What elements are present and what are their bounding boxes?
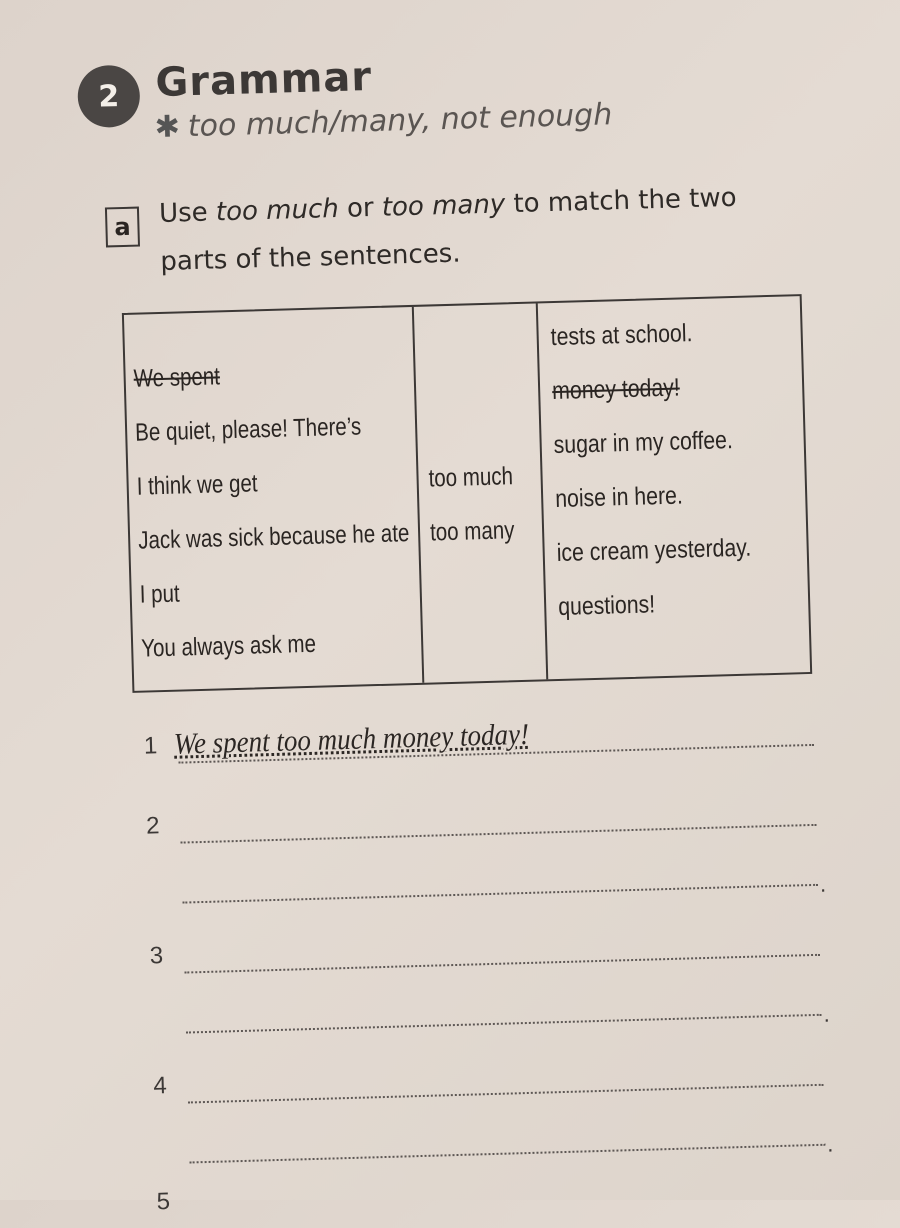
sentence-ending: noise in here.	[554, 481, 684, 514]
instruction-term: too many	[381, 189, 506, 223]
exercise-instruction	[158, 173, 760, 286]
sentence-start: Jack was sick because he ate	[137, 519, 410, 555]
answer-line[interactable]	[181, 824, 817, 844]
instruction-term: too much	[215, 193, 340, 228]
answer-number: 3	[149, 942, 164, 970]
table-column-sentence-starts	[124, 307, 422, 691]
section-subtitle	[154, 97, 612, 145]
sentence-start: We spent	[133, 362, 221, 393]
section-title: Grammar	[154, 53, 373, 107]
answer-continuation	[155, 1110, 834, 1169]
instruction-text: or	[338, 192, 383, 224]
answer-continuation	[147, 850, 827, 909]
answer-line[interactable]	[190, 1144, 826, 1164]
answer-lines	[143, 710, 834, 1216]
answer-line[interactable]	[184, 954, 820, 974]
sentence-ending: questions!	[557, 590, 656, 621]
sentence-ending: money today!	[551, 373, 681, 406]
sentence-ending: tests at school.	[550, 319, 693, 352]
line-end-dot: .	[826, 1131, 834, 1157]
table-column-quantifiers	[412, 303, 546, 682]
star-icon: ✱	[154, 109, 181, 146]
sentence-start: I think we get	[136, 469, 258, 501]
instruction-text: Use	[158, 197, 217, 229]
answer-continuation	[151, 980, 831, 1039]
table-column-sentence-endings	[536, 296, 810, 679]
sentence-start: You always ask me	[140, 629, 317, 663]
answer-number: 1	[143, 732, 158, 760]
instruction-text: to match the two parts of the sentences.	[160, 182, 737, 277]
answer-item	[156, 1166, 827, 1225]
section-number: 2	[97, 78, 120, 115]
sentence-ending: sugar in my coffee.	[553, 426, 734, 460]
sentence-ending: ice cream yesterday.	[556, 533, 752, 567]
answer-item	[153, 1050, 824, 1109]
answer-item	[146, 790, 817, 849]
answer-item	[143, 710, 814, 769]
quantifier-option: too many	[429, 516, 515, 547]
line-end-dot: .	[819, 871, 827, 897]
exercise-label: a	[105, 207, 140, 248]
sentence-start: I put	[139, 579, 181, 609]
answer-number: 4	[153, 1072, 168, 1100]
answer-line[interactable]	[186, 1014, 822, 1034]
subtitle-text: too much/many, not enough	[187, 97, 613, 145]
sentence-start: Be quiet, please! There’s	[134, 412, 362, 447]
answer-text: We spent too much money today!	[173, 717, 530, 761]
answer-number: 2	[145, 812, 160, 840]
matching-table	[122, 294, 812, 693]
quantifier-option: too much	[428, 462, 514, 493]
section-number-badge	[77, 64, 141, 128]
answer-line[interactable]	[182, 884, 818, 904]
answer-item	[149, 920, 820, 979]
answer-line[interactable]	[188, 1084, 824, 1104]
line-end-dot: .	[823, 1001, 831, 1027]
answer-number: 5	[156, 1188, 171, 1216]
